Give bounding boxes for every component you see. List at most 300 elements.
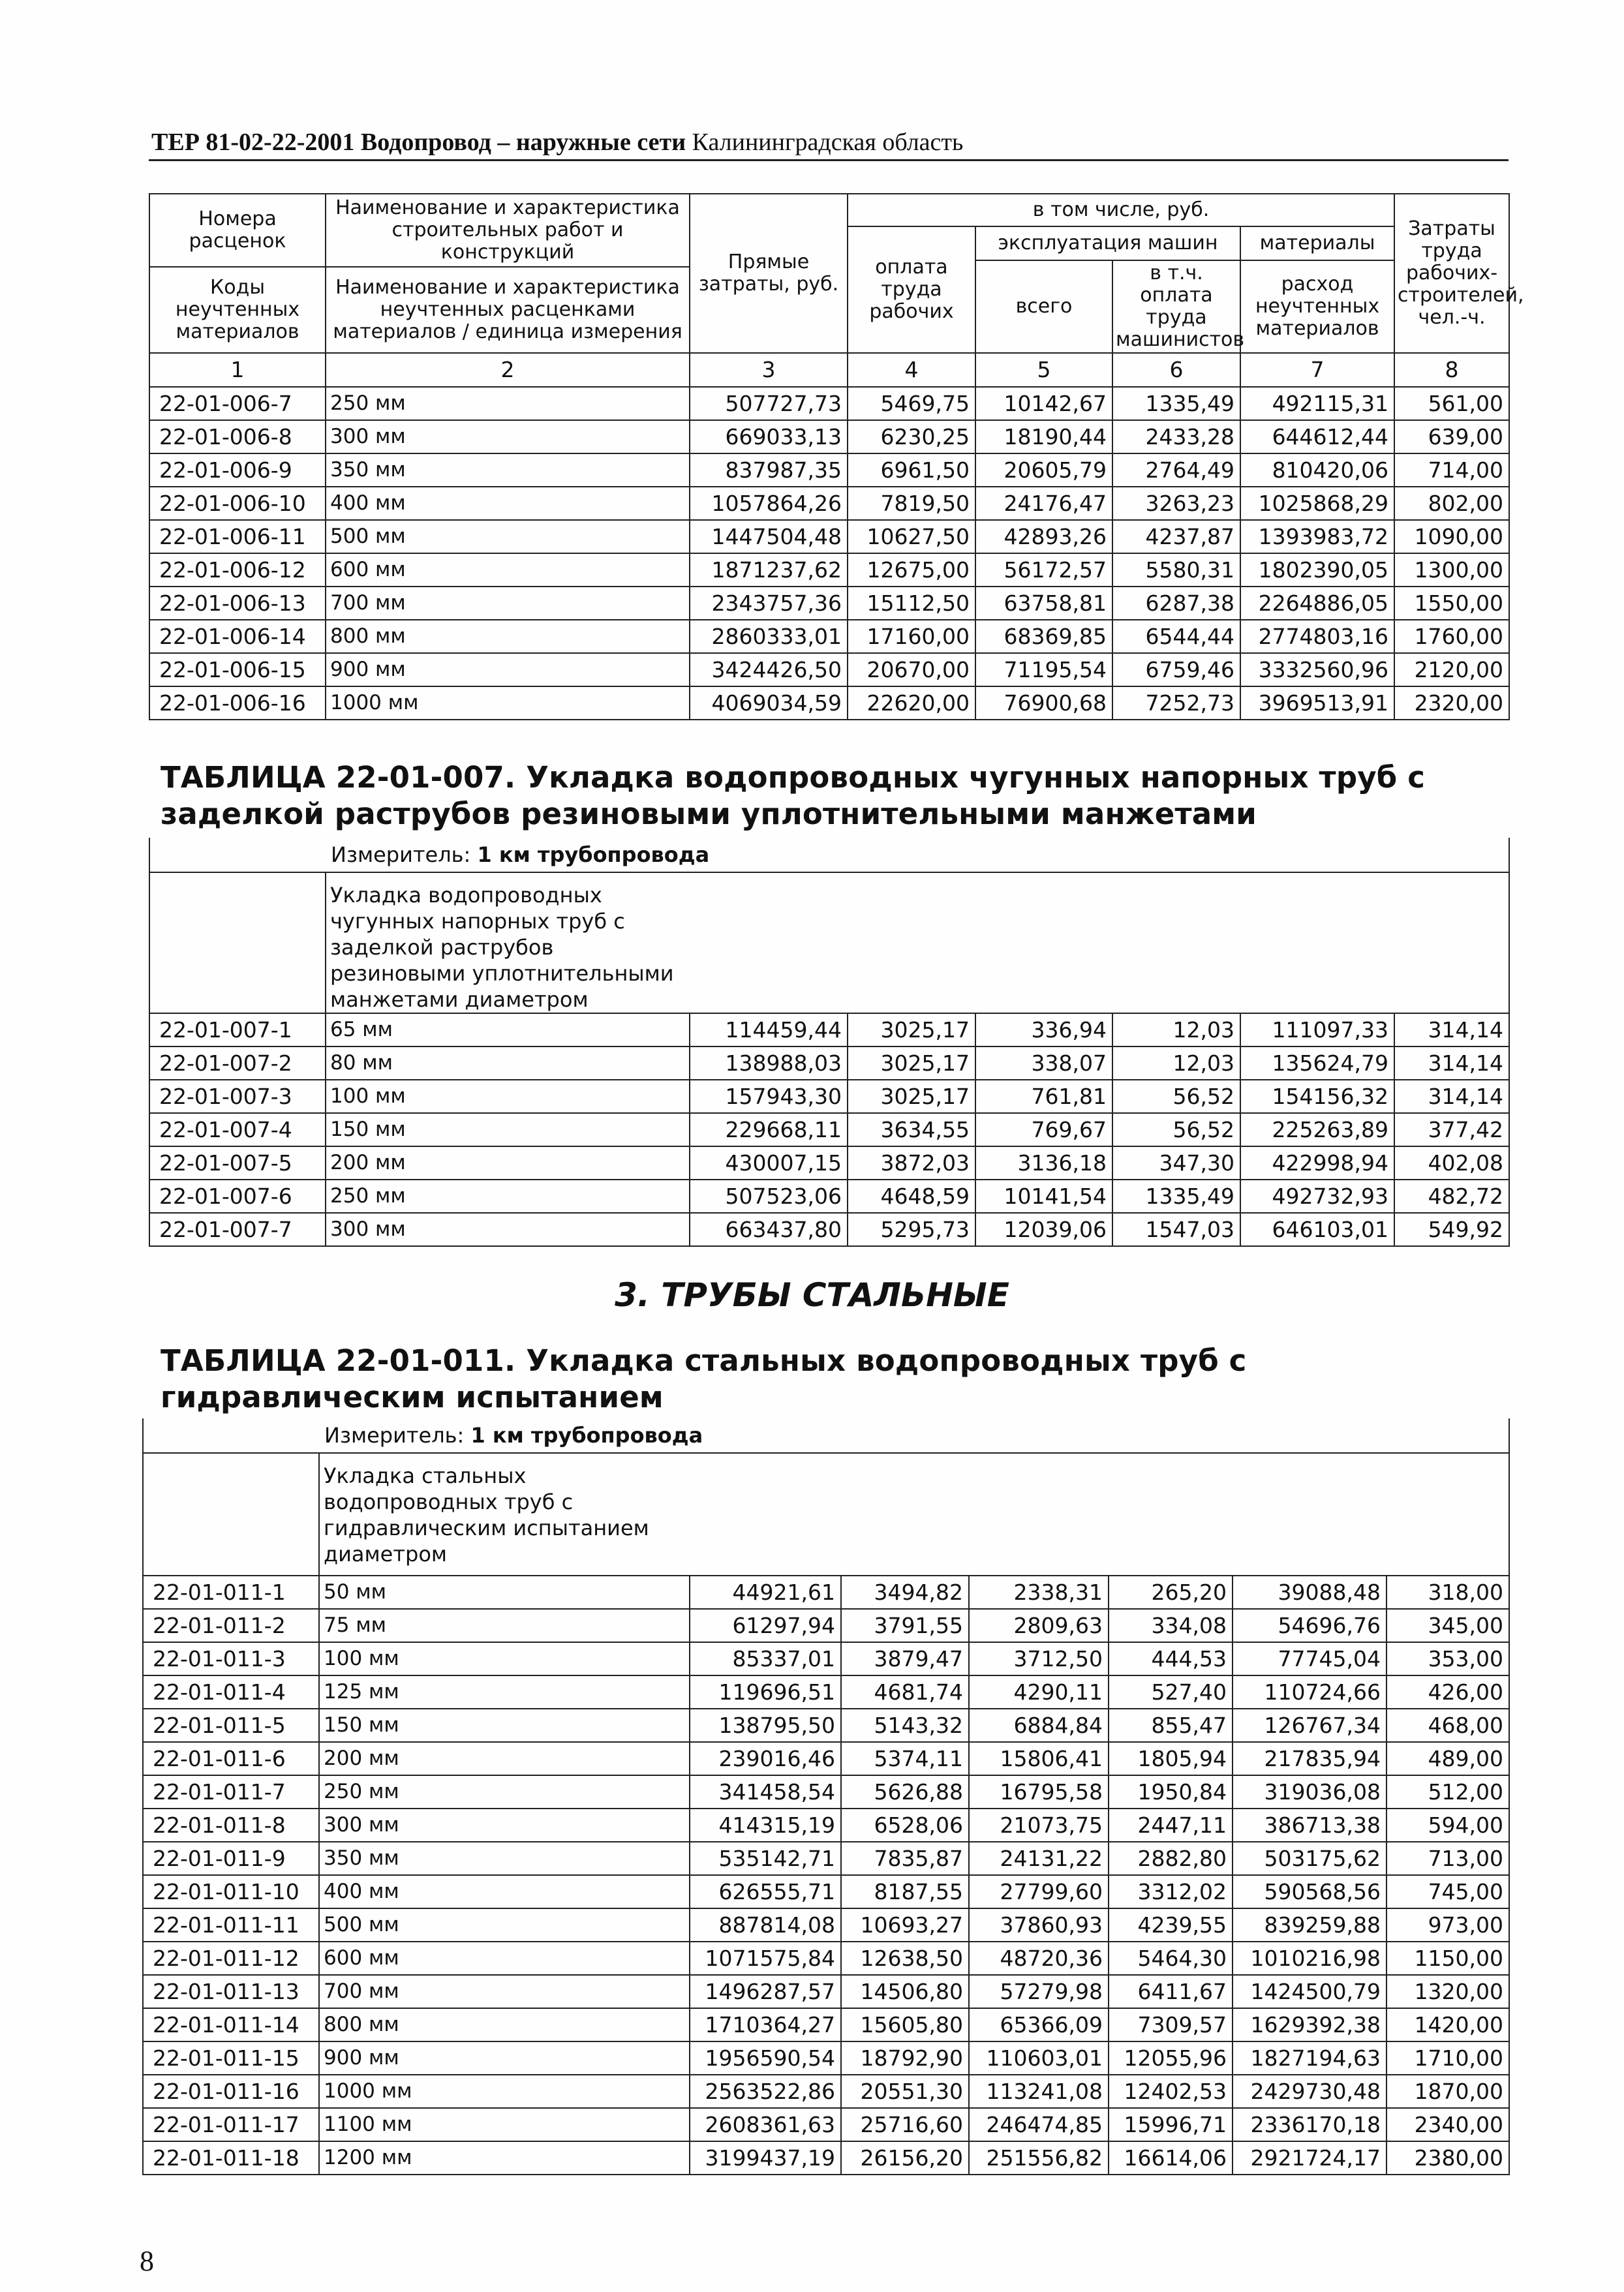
rate-code-cell: 22-01-006-10 xyxy=(149,487,326,520)
labor-pay-cell: 5374,11 xyxy=(841,1742,969,1775)
materials-consumption-cell: 839259,88 xyxy=(1233,1908,1387,1942)
labor-pay-cell: 6961,50 xyxy=(848,453,975,487)
col-including: в том числе, руб. xyxy=(848,194,1394,226)
machines-total-cell: 761,81 xyxy=(975,1080,1112,1113)
materials-consumption-cell: 2336170,18 xyxy=(1233,2108,1387,2141)
direct-costs-cell: 837987,35 xyxy=(690,453,848,487)
diameter-cell: 80 мм xyxy=(326,1047,690,1080)
chapter-title: 3. ТРУБЫ СТАЛЬНЫЕ xyxy=(615,1276,1009,1314)
column-numbers-row xyxy=(149,353,1509,387)
diameter-cell: 75 мм xyxy=(319,1609,690,1642)
running-header xyxy=(151,128,1509,157)
labor-costs-cell: 2320,00 xyxy=(1394,686,1509,720)
machinist-pay-cell: 1805,94 xyxy=(1109,1742,1233,1775)
labor-costs-cell: 314,14 xyxy=(1394,1047,1509,1080)
labor-costs-cell: 353,00 xyxy=(1387,1642,1509,1675)
table-011-body xyxy=(143,1576,1509,2175)
machines-total-cell: 10142,67 xyxy=(975,387,1112,420)
machinist-pay-cell: 15996,71 xyxy=(1109,2108,1233,2141)
labor-pay-cell: 5469,75 xyxy=(848,387,975,420)
measure-spacer xyxy=(149,838,326,872)
machinist-pay-cell: 1335,49 xyxy=(1112,387,1240,420)
machines-total-cell: 42893,26 xyxy=(975,520,1112,553)
table-row xyxy=(149,1213,1509,1246)
machinist-pay-cell: 334,08 xyxy=(1109,1609,1233,1642)
direct-costs-cell: 114459,44 xyxy=(690,1013,848,1047)
table-row xyxy=(143,2008,1509,2041)
labor-costs-cell: 1550,00 xyxy=(1394,587,1509,620)
rate-code-cell: 22-01-006-9 xyxy=(149,453,326,487)
diameter-cell: 1100 мм xyxy=(319,2108,690,2141)
labor-costs-cell: 482,72 xyxy=(1394,1180,1509,1213)
rate-code-cell: 22-01-011-14 xyxy=(143,2008,319,2041)
table-row xyxy=(149,653,1509,686)
rate-code-cell: 22-01-006-15 xyxy=(149,653,326,686)
labor-costs-cell: 1090,00 xyxy=(1394,520,1509,553)
machinist-pay-cell: 6544,44 xyxy=(1112,620,1240,653)
labor-costs-cell: 489,00 xyxy=(1387,1742,1509,1775)
labor-pay-cell: 20551,30 xyxy=(841,2075,969,2108)
diameter-cell: 300 мм xyxy=(319,1809,690,1842)
materials-consumption-cell: 1802390,05 xyxy=(1240,553,1394,587)
labor-costs-cell: 594,00 xyxy=(1387,1809,1509,1842)
machinist-pay-cell: 3263,23 xyxy=(1112,487,1240,520)
machinist-pay-cell: 7309,57 xyxy=(1109,2008,1233,2041)
table-row xyxy=(143,2075,1509,2108)
rate-code-cell: 22-01-011-5 xyxy=(143,1709,319,1742)
diameter-cell: 900 мм xyxy=(326,653,690,686)
table-row xyxy=(143,1875,1509,1908)
labor-costs-cell: 512,00 xyxy=(1387,1775,1509,1809)
rates-table-007 xyxy=(149,838,1510,1247)
col-materials: материалы xyxy=(1240,226,1394,260)
machines-total-cell: 68369,85 xyxy=(975,620,1112,653)
rate-code-cell: 22-01-006-7 xyxy=(149,387,326,420)
table-011-title: ТАБЛИЦА 22-01-011. Укладка стальных водопроводных труб с гидравлическим испытанием xyxy=(161,1343,1247,1414)
rate-code-cell: 22-01-007-6 xyxy=(149,1180,326,1213)
machinist-pay-cell: 2433,28 xyxy=(1112,420,1240,453)
measure-label: Измеритель: xyxy=(331,842,471,867)
table-row xyxy=(149,1180,1509,1213)
measure-spacer xyxy=(143,1418,319,1453)
rate-code-cell: 22-01-007-1 xyxy=(149,1013,326,1047)
machinist-pay-cell: 1950,84 xyxy=(1109,1775,1233,1809)
diameter-cell: 125 мм xyxy=(319,1675,690,1709)
table-row xyxy=(143,1675,1509,1709)
labor-costs-cell: 1300,00 xyxy=(1394,553,1509,587)
machines-total-cell: 6884,84 xyxy=(969,1709,1109,1742)
direct-costs-cell: 414315,19 xyxy=(690,1809,841,1842)
machines-total-cell: 2338,31 xyxy=(969,1576,1109,1609)
labor-costs-cell: 318,00 xyxy=(1387,1576,1509,1609)
labor-costs-cell: 1420,00 xyxy=(1387,2008,1509,2041)
machines-total-cell: 37860,93 xyxy=(969,1908,1109,1942)
machines-total-cell: 15806,41 xyxy=(969,1742,1109,1775)
machinist-pay-cell: 347,30 xyxy=(1112,1146,1240,1180)
labor-pay-cell: 26156,20 xyxy=(841,2141,969,2175)
labor-pay-cell: 3872,03 xyxy=(848,1146,975,1180)
labor-costs-cell: 1150,00 xyxy=(1387,1942,1509,1975)
direct-costs-cell: 1710364,27 xyxy=(690,2008,841,2041)
table-row xyxy=(143,2108,1509,2141)
labor-costs-cell: 402,08 xyxy=(1394,1146,1509,1180)
machines-total-cell: 110603,01 xyxy=(969,2041,1109,2075)
machines-total-cell: 10141,54 xyxy=(975,1180,1112,1213)
direct-costs-cell: 535142,71 xyxy=(690,1842,841,1875)
diameter-cell: 50 мм xyxy=(319,1576,690,1609)
machines-total-cell: 65366,09 xyxy=(969,2008,1109,2041)
rate-code-cell: 22-01-011-15 xyxy=(143,2041,319,2075)
machinist-pay-cell: 265,20 xyxy=(1109,1576,1233,1609)
table-006-body xyxy=(149,387,1509,720)
machines-total-cell: 251556,82 xyxy=(969,2141,1109,2175)
column-number: 4 xyxy=(848,353,975,387)
direct-costs-cell: 138988,03 xyxy=(690,1047,848,1080)
materials-consumption-cell: 225263,89 xyxy=(1240,1113,1394,1146)
labor-pay-cell: 6230,25 xyxy=(848,420,975,453)
direct-costs-cell: 626555,71 xyxy=(690,1875,841,1908)
labor-costs-cell: 1320,00 xyxy=(1387,1975,1509,2008)
machines-total-cell: 12039,06 xyxy=(975,1213,1112,1246)
header-rule xyxy=(149,159,1509,161)
rate-code-cell: 22-01-007-3 xyxy=(149,1080,326,1113)
machinist-pay-cell: 7252,73 xyxy=(1112,686,1240,720)
materials-consumption-cell: 386713,38 xyxy=(1233,1809,1387,1842)
doc-region: Калининградская область xyxy=(692,129,964,156)
labor-pay-cell: 4648,59 xyxy=(848,1180,975,1213)
diameter-cell: 300 мм xyxy=(326,1213,690,1246)
machines-total-cell: 113241,08 xyxy=(969,2075,1109,2108)
machines-total-cell: 24131,22 xyxy=(969,1842,1109,1875)
materials-consumption-cell: 3969513,91 xyxy=(1240,686,1394,720)
column-number: 1 xyxy=(149,353,326,387)
direct-costs-cell: 2860333,01 xyxy=(690,620,848,653)
labor-costs-cell: 2120,00 xyxy=(1394,653,1509,686)
labor-costs-cell: 973,00 xyxy=(1387,1908,1509,1942)
col-machines: эксплуатация машин xyxy=(975,226,1240,260)
table-row xyxy=(149,520,1509,553)
materials-consumption-cell: 644612,44 xyxy=(1240,420,1394,453)
rate-code-cell: 22-01-011-9 xyxy=(143,1842,319,1875)
col-work-name: Наименование и характеристика строительных работ и конструкций xyxy=(326,194,690,267)
col-material-name: Наименование и характеристика неучтенных расценками материалов / единица измерения xyxy=(326,267,690,353)
rate-code-cell: 22-01-011-3 xyxy=(143,1642,319,1675)
table-row xyxy=(143,1908,1509,1942)
diameter-cell: 200 мм xyxy=(326,1146,690,1180)
machinist-pay-cell: 12,03 xyxy=(1112,1047,1240,1080)
direct-costs-cell: 229668,11 xyxy=(690,1113,848,1146)
machines-total-cell: 57279,98 xyxy=(969,1975,1109,2008)
table-row xyxy=(149,553,1509,587)
labor-pay-cell: 5295,73 xyxy=(848,1213,975,1246)
diameter-cell: 250 мм xyxy=(326,1180,690,1213)
table-row xyxy=(143,1709,1509,1742)
materials-consumption-cell: 2429730,48 xyxy=(1233,2075,1387,2108)
machinist-pay-cell: 6759,46 xyxy=(1112,653,1240,686)
labor-costs-cell: 426,00 xyxy=(1387,1675,1509,1709)
col-materials-consumption: расход неучтенных материалов xyxy=(1240,260,1394,353)
diameter-cell: 150 мм xyxy=(326,1113,690,1146)
labor-costs-cell: 713,00 xyxy=(1387,1842,1509,1875)
diameter-cell: 300 мм xyxy=(326,420,690,453)
labor-pay-cell: 3791,55 xyxy=(841,1609,969,1642)
rate-code-cell: 22-01-006-12 xyxy=(149,553,326,587)
labor-pay-cell: 3494,82 xyxy=(841,1576,969,1609)
rate-code-cell: 22-01-006-8 xyxy=(149,420,326,453)
labor-pay-cell: 12638,50 xyxy=(841,1942,969,1975)
rate-code-cell: 22-01-007-2 xyxy=(149,1047,326,1080)
materials-consumption-cell: 1393983,72 xyxy=(1240,520,1394,553)
machinist-pay-cell: 6411,67 xyxy=(1109,1975,1233,2008)
diameter-cell: 900 мм xyxy=(319,2041,690,2075)
column-number: 3 xyxy=(690,353,848,387)
direct-costs-cell: 1447504,48 xyxy=(690,520,848,553)
machinist-pay-cell: 12,03 xyxy=(1112,1013,1240,1047)
direct-costs-cell: 239016,46 xyxy=(690,1742,841,1775)
materials-consumption-cell: 492115,31 xyxy=(1240,387,1394,420)
direct-costs-cell: 119696,51 xyxy=(690,1675,841,1709)
col-rate-numbers: Номера расценок xyxy=(149,194,326,267)
materials-consumption-cell: 2921724,17 xyxy=(1233,2141,1387,2175)
materials-consumption-cell: 110724,66 xyxy=(1233,1675,1387,1709)
machinist-pay-cell: 12055,96 xyxy=(1109,2041,1233,2075)
materials-consumption-cell: 3332560,96 xyxy=(1240,653,1394,686)
machines-total-cell: 20605,79 xyxy=(975,453,1112,487)
table-row xyxy=(143,1809,1509,1842)
materials-consumption-cell: 319036,08 xyxy=(1233,1775,1387,1809)
machinist-pay-cell: 1335,49 xyxy=(1112,1180,1240,1213)
direct-costs-cell: 1071575,84 xyxy=(690,1942,841,1975)
labor-pay-cell: 15112,50 xyxy=(848,587,975,620)
machines-total-cell: 48720,36 xyxy=(969,1942,1109,1975)
table-row xyxy=(149,587,1509,620)
machines-total-cell: 4290,11 xyxy=(969,1675,1109,1709)
rate-code-cell: 22-01-011-1 xyxy=(143,1576,319,1609)
machines-total-cell: 3136,18 xyxy=(975,1146,1112,1180)
labor-costs-cell: 745,00 xyxy=(1387,1875,1509,1908)
machines-total-cell: 336,94 xyxy=(975,1013,1112,1047)
materials-consumption-cell: 422998,94 xyxy=(1240,1146,1394,1180)
rate-code-cell: 22-01-011-12 xyxy=(143,1942,319,1975)
machines-total-cell: 246474,85 xyxy=(969,2108,1109,2141)
labor-pay-cell: 3634,55 xyxy=(848,1113,975,1146)
column-number: 5 xyxy=(975,353,1112,387)
machinist-pay-cell: 56,52 xyxy=(1112,1080,1240,1113)
table-row xyxy=(143,1775,1509,1809)
table-011-measure xyxy=(319,1418,1509,1453)
col-direct-costs: Прямые затраты, руб. xyxy=(690,194,848,353)
labor-costs-cell: 1870,00 xyxy=(1387,2075,1509,2108)
machinist-pay-cell: 444,53 xyxy=(1109,1642,1233,1675)
direct-costs-cell: 4069034,59 xyxy=(690,686,848,720)
materials-consumption-cell: 111097,33 xyxy=(1240,1013,1394,1047)
direct-costs-cell: 2608361,63 xyxy=(690,2108,841,2141)
labor-pay-cell: 10627,50 xyxy=(848,520,975,553)
table-row xyxy=(143,1842,1509,1875)
diameter-cell: 600 мм xyxy=(326,553,690,587)
table-011-intro: Укладка стальных водопроводных труб с гидравлическим испытанием диаметром xyxy=(319,1453,1509,1576)
direct-costs-cell: 507523,06 xyxy=(690,1180,848,1213)
diameter-cell: 800 мм xyxy=(326,620,690,653)
diameter-cell: 600 мм xyxy=(319,1942,690,1975)
materials-consumption-cell: 590568,56 xyxy=(1233,1875,1387,1908)
materials-consumption-cell: 810420,06 xyxy=(1240,453,1394,487)
table-row xyxy=(143,1642,1509,1675)
table-row xyxy=(143,1576,1509,1609)
labor-costs-cell: 639,00 xyxy=(1394,420,1509,453)
materials-consumption-cell: 217835,94 xyxy=(1233,1742,1387,1775)
rate-code-cell: 22-01-011-4 xyxy=(143,1675,319,1709)
labor-costs-cell: 802,00 xyxy=(1394,487,1509,520)
diameter-cell: 400 мм xyxy=(319,1875,690,1908)
col-machinist-pay: в т.ч. оплата труда машинистов xyxy=(1112,260,1240,353)
measure-label: Измеритель: xyxy=(324,1423,465,1448)
rate-code-cell: 22-01-011-8 xyxy=(143,1809,319,1842)
rate-code-cell: 22-01-006-11 xyxy=(149,520,326,553)
diameter-cell: 100 мм xyxy=(326,1080,690,1113)
doc-title: Водопровод – наружные сети xyxy=(360,129,686,156)
machinist-pay-cell: 4239,55 xyxy=(1109,1908,1233,1942)
table-row xyxy=(149,1013,1509,1047)
table-row xyxy=(149,1146,1509,1180)
rates-table-006 xyxy=(149,193,1524,720)
diameter-cell: 250 мм xyxy=(319,1775,690,1809)
machines-total-cell: 63758,81 xyxy=(975,587,1112,620)
measure-value: 1 км трубопровода xyxy=(470,1423,703,1448)
table-row xyxy=(149,1113,1509,1146)
machines-total-cell: 76900,68 xyxy=(975,686,1112,720)
direct-costs-cell: 3199437,19 xyxy=(690,2141,841,2175)
diameter-cell: 1200 мм xyxy=(319,2141,690,2175)
table-row xyxy=(143,1942,1509,1975)
col-labor-pay: оплата труда рабочих xyxy=(848,226,975,353)
table-007-title: ТАБЛИЦА 22-01-007. Укладка водопроводных чугунных напорных труб с заделкой раструбов резиновыми уплотнительными манжетами xyxy=(161,760,1426,831)
diameter-cell: 700 мм xyxy=(326,587,690,620)
diameter-cell: 100 мм xyxy=(319,1642,690,1675)
direct-costs-cell: 1871237,62 xyxy=(690,553,848,587)
rate-code-cell: 22-01-011-17 xyxy=(143,2108,319,2141)
col-labor-costs: Затраты труда рабочих-строителей, чел.-ч. xyxy=(1394,194,1509,353)
materials-consumption-cell: 77745,04 xyxy=(1233,1642,1387,1675)
column-number: 8 xyxy=(1394,353,1509,387)
diameter-cell: 800 мм xyxy=(319,2008,690,2041)
rate-code-cell: 22-01-011-10 xyxy=(143,1875,319,1908)
page-number: 8 xyxy=(140,2245,154,2277)
direct-costs-cell: 44921,61 xyxy=(690,1576,841,1609)
direct-costs-cell: 2343757,36 xyxy=(690,587,848,620)
machines-total-cell: 2809,63 xyxy=(969,1609,1109,1642)
column-number: 7 xyxy=(1240,353,1394,387)
rate-code-cell: 22-01-006-16 xyxy=(149,686,326,720)
labor-pay-cell: 5143,32 xyxy=(841,1709,969,1742)
intro-code-cell xyxy=(143,1453,319,1576)
machinist-pay-cell: 2764,49 xyxy=(1112,453,1240,487)
table-row xyxy=(143,2041,1509,2075)
table-row xyxy=(149,620,1509,653)
materials-consumption-cell: 1827194,63 xyxy=(1233,2041,1387,2075)
materials-consumption-cell: 135624,79 xyxy=(1240,1047,1394,1080)
machinist-pay-cell: 16614,06 xyxy=(1109,2141,1233,2175)
table-row xyxy=(149,420,1509,453)
machinist-pay-cell: 3312,02 xyxy=(1109,1875,1233,1908)
rate-code-cell: 22-01-011-11 xyxy=(143,1908,319,1942)
machines-total-cell: 338,07 xyxy=(975,1047,1112,1080)
table-007-intro: Укладка водопроводных чугунных напорных труб с заделкой раструбов резиновыми уплотнительными манжетами диаметром xyxy=(326,872,1509,1013)
labor-costs-cell: 1760,00 xyxy=(1394,620,1509,653)
labor-pay-cell: 18792,90 xyxy=(841,2041,969,2075)
diameter-cell: 500 мм xyxy=(319,1908,690,1942)
labor-pay-cell: 20670,00 xyxy=(848,653,975,686)
diameter-cell: 500 мм xyxy=(326,520,690,553)
materials-consumption-cell: 1629392,38 xyxy=(1233,2008,1387,2041)
materials-consumption-cell: 503175,62 xyxy=(1233,1842,1387,1875)
labor-pay-cell: 10693,27 xyxy=(841,1908,969,1942)
direct-costs-cell: 341458,54 xyxy=(690,1775,841,1809)
col-machines-total: всего xyxy=(975,260,1112,353)
diameter-cell: 350 мм xyxy=(319,1842,690,1875)
diameter-cell: 700 мм xyxy=(319,1975,690,2008)
diameter-cell: 1000 мм xyxy=(326,686,690,720)
rate-code-cell: 22-01-011-13 xyxy=(143,1975,319,2008)
labor-costs-cell: 1710,00 xyxy=(1387,2041,1509,2075)
labor-pay-cell: 12675,00 xyxy=(848,553,975,587)
labor-pay-cell: 5626,88 xyxy=(841,1775,969,1809)
diameter-cell: 350 мм xyxy=(326,453,690,487)
materials-consumption-cell: 1010216,98 xyxy=(1233,1942,1387,1975)
rates-table-011 xyxy=(142,1418,1510,2175)
table-row xyxy=(149,487,1509,520)
machinist-pay-cell: 2447,11 xyxy=(1109,1809,1233,1842)
machines-total-cell: 16795,58 xyxy=(969,1775,1109,1809)
machines-total-cell: 56172,57 xyxy=(975,553,1112,587)
labor-pay-cell: 25716,60 xyxy=(841,2108,969,2141)
materials-consumption-cell: 54696,76 xyxy=(1233,1609,1387,1642)
table-row xyxy=(143,1975,1509,2008)
labor-pay-cell: 22620,00 xyxy=(848,686,975,720)
direct-costs-cell: 669033,13 xyxy=(690,420,848,453)
machinist-pay-cell: 56,52 xyxy=(1112,1113,1240,1146)
direct-costs-cell: 3424426,50 xyxy=(690,653,848,686)
diameter-cell: 1000 мм xyxy=(319,2075,690,2108)
materials-consumption-cell: 2774803,16 xyxy=(1240,620,1394,653)
materials-consumption-cell: 1025868,29 xyxy=(1240,487,1394,520)
machines-total-cell: 71195,54 xyxy=(975,653,1112,686)
labor-pay-cell: 14506,80 xyxy=(841,1975,969,2008)
labor-costs-cell: 314,14 xyxy=(1394,1080,1509,1113)
intro-code-cell xyxy=(149,872,326,1013)
table-row xyxy=(149,1080,1509,1113)
doc-code: ТЕР 81-02-22-2001 xyxy=(151,129,355,156)
direct-costs-cell: 138795,50 xyxy=(690,1709,841,1742)
diameter-cell: 65 мм xyxy=(326,1013,690,1047)
direct-costs-cell: 61297,94 xyxy=(690,1609,841,1642)
labor-costs-cell: 2380,00 xyxy=(1387,2141,1509,2175)
column-number: 6 xyxy=(1112,353,1240,387)
labor-pay-cell: 17160,00 xyxy=(848,620,975,653)
labor-costs-cell: 714,00 xyxy=(1394,453,1509,487)
direct-costs-cell: 430007,15 xyxy=(690,1146,848,1180)
labor-pay-cell: 4681,74 xyxy=(841,1675,969,1709)
table-row xyxy=(149,1047,1509,1080)
rate-code-cell: 22-01-011-2 xyxy=(143,1609,319,1642)
table-row xyxy=(149,686,1509,720)
materials-consumption-cell: 492732,93 xyxy=(1240,1180,1394,1213)
table-row xyxy=(143,1609,1509,1642)
labor-costs-cell: 314,14 xyxy=(1394,1013,1509,1047)
machinist-pay-cell: 1547,03 xyxy=(1112,1213,1240,1246)
machinist-pay-cell: 527,40 xyxy=(1109,1675,1233,1709)
rate-code-cell: 22-01-007-7 xyxy=(149,1213,326,1246)
